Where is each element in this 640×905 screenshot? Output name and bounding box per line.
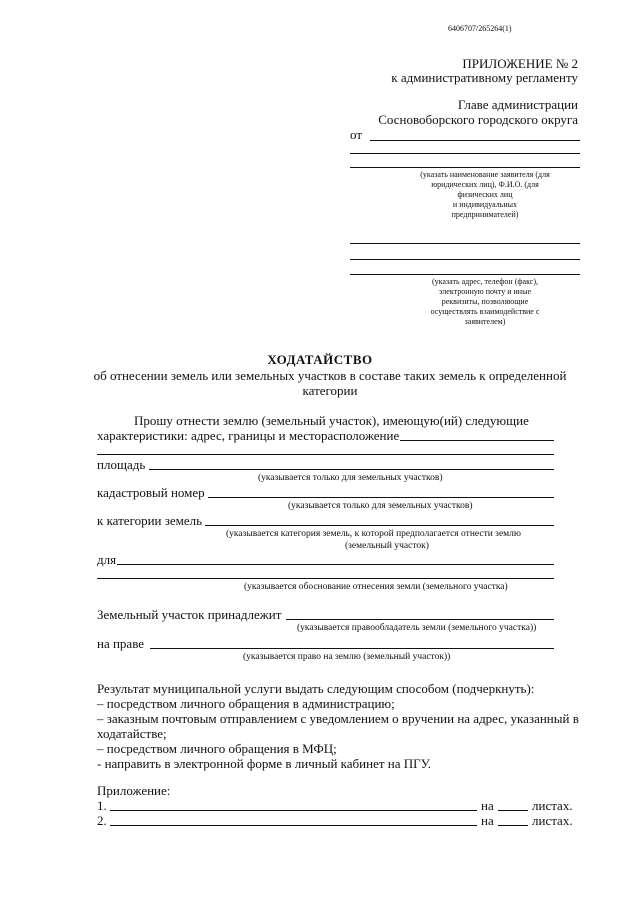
address-blank-2[interactable] (97, 454, 554, 455)
category-label: к категории земель (97, 513, 203, 528)
intro-line-1: Прошу отнести землю (земельный участок), имеющую(ий) следующие (134, 413, 529, 428)
owner-hint: (указывается правообладатель земли (земельного участка)) (297, 623, 537, 633)
area-blank[interactable] (149, 469, 554, 470)
for-blank-2[interactable] (97, 578, 554, 579)
contact-blank-3[interactable] (350, 274, 580, 275)
cadastral-label: кадастровый номер (97, 485, 205, 500)
right-blank[interactable] (150, 648, 554, 649)
intro-line-2: характеристики: адрес, границы и месторасположение (97, 428, 400, 443)
result-intro: Результат муниципальной услуги выдать следующим способом (подчеркнуть): (97, 681, 535, 696)
right-label: на праве (97, 636, 145, 651)
attachment-2-sheets-blank[interactable] (498, 825, 528, 826)
attachment-1-on: на (481, 798, 494, 813)
contact-blank-1[interactable] (350, 243, 580, 244)
category-hint-1: (указывается категория земель, к которой предполагается отнести землю (226, 529, 522, 539)
applicant-blank-2[interactable] (350, 153, 580, 154)
area-hint: (указывается только для земельных участков) (258, 473, 443, 483)
appendix-title: ПРИЛОЖЕНИЕ № 2 (462, 56, 578, 71)
addressee-line1: Главе администрации (457, 97, 578, 112)
attachments-label: Приложение: (97, 783, 171, 798)
result-option-3: – посредством личного обращения в МФЦ; (97, 741, 337, 756)
applicant-hint: (указать наименование заявителя (для юридических лиц), Ф.И.О. (для физических лиц и индивидуальных предпринимателей) (420, 170, 550, 219)
attachment-1-sheets-blank[interactable] (498, 810, 528, 811)
category-hint-2: (земельный участок) (345, 541, 429, 551)
attachment-1-number: 1. (97, 798, 107, 813)
attachment-1-sheets: листах. (532, 798, 573, 813)
contact-hint: (указать адрес, телефон (факс), электронную почту и иные реквизиты, позволяющие осуществлять взаимодействие с заявителем) (430, 277, 540, 326)
document-subtitle-2: категории (302, 383, 358, 398)
owner-label: Земельный участок принадлежит (97, 607, 282, 622)
result-option-2a: – заказным почтовым отправлением с уведомлением о вручении на адрес, указанный в (97, 711, 579, 726)
addressee-line2: Сосновоборского городского округа (378, 112, 578, 127)
contact-blank-2[interactable] (350, 259, 580, 260)
document-subtitle-1: об отнесении земель или земельных участков в составе таких земель к определенной (93, 368, 567, 383)
attachment-2-on: на (481, 813, 494, 828)
applicant-blank-3[interactable] (350, 167, 580, 168)
area-label: площадь (97, 457, 146, 472)
address-blank[interactable] (400, 440, 554, 441)
attachment-2-blank[interactable] (110, 825, 477, 826)
owner-blank[interactable] (286, 619, 554, 620)
from-label: от (350, 127, 363, 142)
cadastral-blank[interactable] (208, 497, 554, 498)
category-blank[interactable] (205, 525, 554, 526)
attachment-1-blank[interactable] (110, 810, 477, 811)
appendix-subtitle: к административному регламенту (391, 70, 578, 85)
result-option-2b: ходатайстве; (97, 726, 167, 741)
justification-hint: (указывается обоснование отнесения земли (земельного участка) (244, 582, 508, 592)
from-blank[interactable] (370, 140, 580, 141)
result-option-4: - направить в электронной форме в личный кабинет на ПГУ. (97, 756, 431, 771)
attachment-2-sheets: листах. (532, 813, 573, 828)
for-blank[interactable] (117, 564, 554, 565)
result-option-1: – посредством личного обращения в администрацию; (97, 696, 395, 711)
for-label: для (97, 552, 117, 567)
document-title: ХОДАТАЙСТВО (267, 352, 373, 367)
attachment-2-number: 2. (97, 813, 107, 828)
document-id: 6406707/265264(1) (448, 24, 512, 33)
cadastral-hint: (указывается только для земельных участков) (288, 501, 473, 511)
right-hint: (указывается право на землю (земельный участок)) (243, 652, 451, 662)
